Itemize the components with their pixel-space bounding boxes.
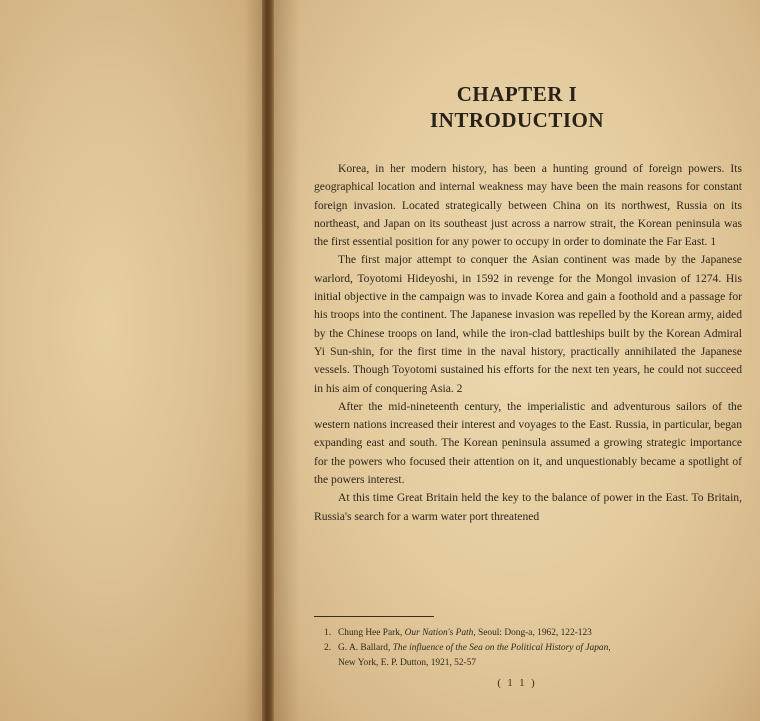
footnote-2-author: G. A. Ballard,	[338, 643, 391, 653]
footnotes	[324, 626, 744, 671]
right-page	[274, 0, 760, 721]
footnote-1-title: Our Nation's Path,	[404, 628, 476, 638]
page-number: ( 1 1 )	[497, 678, 537, 689]
paragraph-2: The first major attempt to conquer the Asian continent was made by the Japanese warlord, Toyotomi Hideyoshi, in 1592 in revenge for the Mongol invasion of 1274. His initial objective in the campaign was to invade Korea and gain a foothold and a passage for his troops into the continent. The Japanese invasion was repelled by the Korean army, aided by the Chinese troops on land, while the iron-clad battleships built by the Korean Admiral Yi Sun-shin, for the first time in the naval history, practically annihilated the Japanese vessels. Though Toyotomi sustained his efforts for the next ten years, he could not succeed in his aim of conquering Asia. 2	[314, 253, 742, 395]
footnote-rule	[314, 616, 434, 617]
body-text	[314, 160, 742, 526]
paragraph-1: Korea, in her modern history, has been a hunting ground of foreign powers. Its geographical location and internal weakness may have been the main reasons for constant foreign invasion. Located strategically between China on its northwest, Russia on its northeast, and Japan on its southeast just across a narrow strait, the Korean peninsula was the first essential position for any power to occupy in order to dominate the Far East. 1	[314, 162, 742, 249]
footnote-2-continuation: New York, E. P. Dutton, 1921, 52-57	[338, 658, 477, 668]
chapter-number: CHAPTER I	[456, 82, 578, 106]
footnote-2	[324, 641, 744, 656]
left-page-blank	[0, 0, 266, 721]
footnote-1-rest: Seoul: Dong-a, 1962, 122-123	[478, 628, 592, 638]
footnote-2-title: The influence of the Sea on the Political History of Japan,	[392, 643, 611, 653]
footnote-1-number: 1.	[324, 628, 332, 638]
paragraph-4: At this time Great Britain held the key to the balance of power in the East. To Britain, Russia's search for a warm water port threatened	[314, 491, 742, 523]
chapter-title: INTRODUCTION	[429, 108, 605, 132]
footnote-1-author: Chung Hee Park,	[338, 628, 403, 638]
footnote-1	[324, 626, 744, 641]
paragraph-3: After the mid-nineteenth century, the imperialistic and adventurous sailors of the western nations increased their interest and voyages to the East. Russia, in particular, began expanding east and south. The Korean peninsula assumed a growing strategic importance for the powers who focused their attention on it, and unquestionably became a spotlight of the powers interest.	[314, 399, 742, 487]
footnote-2-number: 2.	[324, 643, 332, 653]
